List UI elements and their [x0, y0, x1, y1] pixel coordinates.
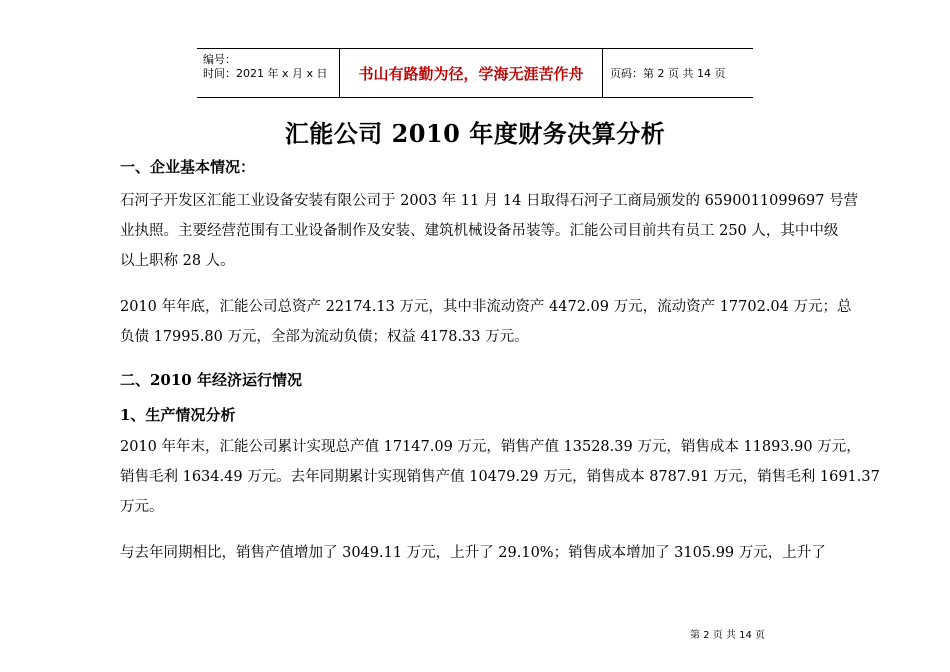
- motto-cell: [340, 49, 603, 97]
- page-info-text: 页码：第 2 页 共 14 页: [610, 67, 726, 80]
- paragraph-line: 石河子开发区汇能工业设备安装有限公司于 2003 年 11 月 14 日取得石河子工商局颁发的 6590011099697 号营: [120, 193, 859, 209]
- paragraph-line: 销售毛利 1634.49 万元。去年同期累计实现销售产值 10479.29 万元，销售成本 8787.91 万元，销售毛利 1691.37: [120, 469, 880, 485]
- paragraph-line: 万元。: [120, 499, 164, 515]
- section-heading-1: 一、企业基本情况：: [120, 158, 256, 176]
- subsection-heading-production: 1、生产情况分析: [120, 406, 236, 424]
- document-title: 汇能公司 2010 年度财务决算分析: [284, 119, 666, 148]
- header-table: [197, 48, 753, 98]
- paragraph-line: 负债 17995.80 万元，全部为流动负债；权益 4178.33 万元。: [120, 329, 529, 345]
- paragraph-company-info: [120, 186, 865, 276]
- paragraph-line: 与去年同期相比，销售产值增加了 3049.11 万元，上升了 29.10%；销售成本增加了 3105.99 万元，上升了: [120, 545, 826, 561]
- page-info-cell: [603, 49, 753, 97]
- paragraph-comparison: [120, 538, 865, 568]
- time-label: 时间：2021 年 x 月 x 日: [203, 67, 328, 80]
- number-label: 编号：: [203, 53, 236, 66]
- paragraph-line: 2010 年年底，汇能公司总资产 22174.13 万元，其中非流动资产 4472.09 万元，流动资产 17702.04 万元；总: [120, 299, 852, 315]
- page-footer: 第 2 页 共 14 页: [690, 630, 765, 641]
- section-heading-2: 二、2010 年经济运行情况: [120, 371, 302, 389]
- paragraph-line: 业执照。主要经营范围有工业设备制作及安装、建筑机械设备吊装等。汇能公司目前共有员工 250 人，其中中级: [120, 223, 839, 239]
- paragraph-line: 以上职称 28 人。: [120, 253, 235, 269]
- header-meta-cell: [197, 49, 340, 97]
- paragraph-production: [120, 432, 880, 522]
- paragraph-line: 2010 年年末，汇能公司累计实现总产值 17147.09 万元，销售产值 13528.39 万元，销售成本 11893.90 万元，: [120, 439, 861, 455]
- paragraph-assets: [120, 292, 865, 352]
- motto-text: 书山有路勤为径，学海无涯苦作舟: [358, 64, 584, 83]
